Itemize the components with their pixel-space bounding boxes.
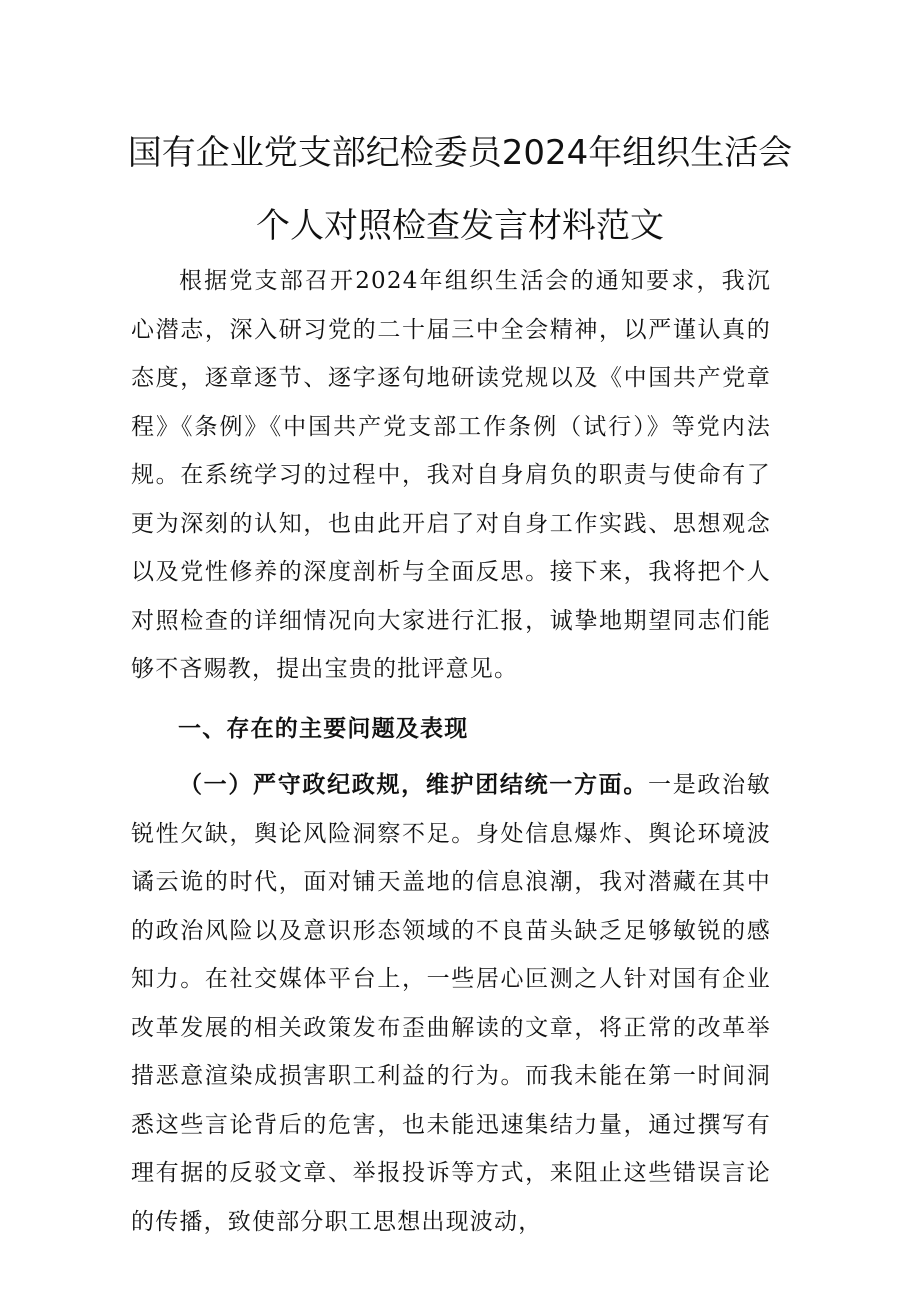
document-title-line-2: 个人对照检查发言材料范文 (256, 206, 664, 246)
subsection-paragraph-1 (131, 761, 771, 1246)
subsection-lead: （一）严守政纪政规，维护团结统一方面。 (179, 771, 649, 798)
subsection-text: 一是政治敏锐性欠缺，舆论风险洞察不足。身处信息爆炸、舆论环境波谲云诡的时代，面对铺天盖地的信息浪潮，我对潜藏在其中的政治风险以及意识形态领域的不良苗头缺乏足够敏锐的感知力。在社交媒体平台上，一些居心叵测之人针对国有企业改革发展的相关政策发布歪曲解读的文章，将正常的改革举措恶意渲染成损害职工利益的行为。而我未能在第一时间洞悉这些言论背后的危害，也未能迅速集结力量，通过撰写有理有据的反驳文章、举报投诉等方式，来阻止这些错误言论的传播，致使部分职工思想出现波动， (131, 772, 771, 1235)
section-heading-1: 一、存在的主要问题及表现 (178, 715, 469, 742)
document-title-line-1: 国有企业党支部纪检委员2024年组织生活会 (127, 133, 793, 173)
intro-paragraph: 根据党支部召开2024年组织生活会的通知要求，我沉心潜志，深入研习党的二十届三中全会精神，以严谨认真的态度，逐章逐节、逐字逐句地研读党规以及《中国共产党章程》《条例》《中国共产党支部工作条例（试行）》等党内法规。在系统学习的过程中，我对自身肩负的职责与使命有了更为深刻的认知，也由此开启了对自身工作实践、思想观念以及党性修养的深度剖析与全面反思。接下来，我将把个人对照检查的详细情况向大家进行汇报，诚挚地期望同志们能够不吝赐教，提出宝贵的批评意见。 (131, 268, 771, 682)
